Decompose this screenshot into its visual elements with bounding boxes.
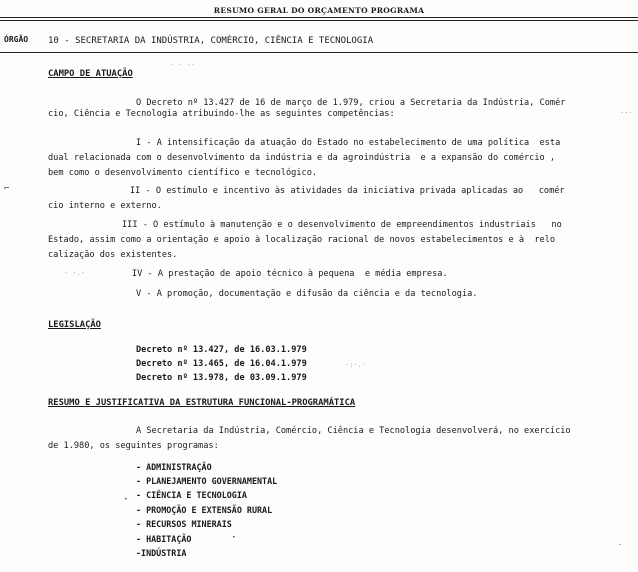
decree-item: Decreto nº 13.978, de 03.09.1.979 [136,373,307,383]
competencia-item [48,220,628,261]
orgao-name: 10 - SECRETARIA DA INDÚSTRIA, COMÉRCIO, CIÊNCIA E TECNOLOGIA [48,36,374,46]
competencia-line: cio interno e externo. [48,201,162,211]
scan-dot: • [124,496,128,503]
campo-intro [48,98,628,120]
program-item: - RECURSOS MINERAIS [136,519,232,529]
competencia-line: II - O estímulo e incentivo às atividades da iniciativa privada aplicadas ao comér [130,186,565,196]
competencia-item [48,138,628,179]
competencia-line: dual relacionada com o desenvolvimento da indústria e da agroindústria e a expansão do comércio , [48,153,556,163]
competencia-item [48,269,628,280]
program-item: - HABITAÇÃO [136,534,192,544]
resumo-intro [48,426,628,452]
resumo-intro-line: A Secretaria da Indústria, Comércio, Ciência e Tecnologia desenvolverá, no exercício [136,426,571,436]
decree-item: Decreto nº 13.427, de 16.03.1.979 [136,345,307,355]
competencia-line: III - O estímulo à manutenção e o desenvolvimento de empreendimentos industriais no [122,220,562,230]
decree-item: Decreto nº 13.465, de 16.04.1.979 [136,359,307,369]
scan-speckle: · · ·· [170,61,196,69]
scan-speckle: · ·.· [64,269,86,277]
competencia-line: I - A intensificação da atuação do Estado no estabelecimento de uma política esta [136,138,561,148]
competencia-line: IV - A prestação de apoio técnico à pequena e média empresa. [132,269,448,279]
competencia-item [48,186,628,212]
scan-speckle: ·:·.· [345,361,367,369]
campo-intro-line: O Decreto nº 13.427 de 16 de março de 1.979, criou a Secretaria da Indústria, Comér [136,98,566,108]
legislacao-heading: LEGISLAÇÃO [48,320,101,330]
header-rule-bottom [0,20,638,21]
resumo-intro-line: de 1.980, os seguintes programas: [48,441,219,451]
orgao-label: ÓRGÃO [4,35,29,44]
competencia-line: Estado, assim como a orientação e apoio à localização racional de novos estabelecimentos e à relo [48,235,556,245]
program-item: - CIÊNCIA E TECNOLOGIA [136,490,247,500]
scan-mark: ⌐ [4,184,10,194]
program-item: - PROMOÇÃO E EXTENSÃO RURAL [136,505,273,515]
competencia-line: calização dos existentes. [48,250,178,260]
competencia-line: bem como o desenvolvimento científico e tecnológico. [48,168,318,178]
orgao-rule [0,52,638,53]
program-item: -INDÚSTRIA [136,548,187,558]
scan-speckle: ··· [620,109,633,117]
campo-intro-line: cio, Ciência e Tecnologia atribuindo-lhe as seguintes competências: [48,109,395,119]
page-header-title: RESUMO GERAL DO ORÇAMENTO PROGRAMA [213,6,425,15]
competencia-item [48,289,628,300]
header-rule-top [0,17,638,18]
campo-heading: CAMPO DE ATUAÇÃO [48,69,133,79]
program-item: - PLANEJAMENTO GOVERNAMENTAL [136,476,278,486]
resumo-heading: RESUMO E JUSTIFICATIVA DA ESTRUTURA FUNCIONAL-PROGRAMÁTICA [48,398,356,408]
scan-dot: • [232,534,236,541]
scan-dot: · [618,541,623,549]
program-item: - ADMINISTRAÇÃO [136,462,212,472]
competencia-line: V - A promoção, documentação e difusão da ciência e da tecnologia. [136,289,478,299]
